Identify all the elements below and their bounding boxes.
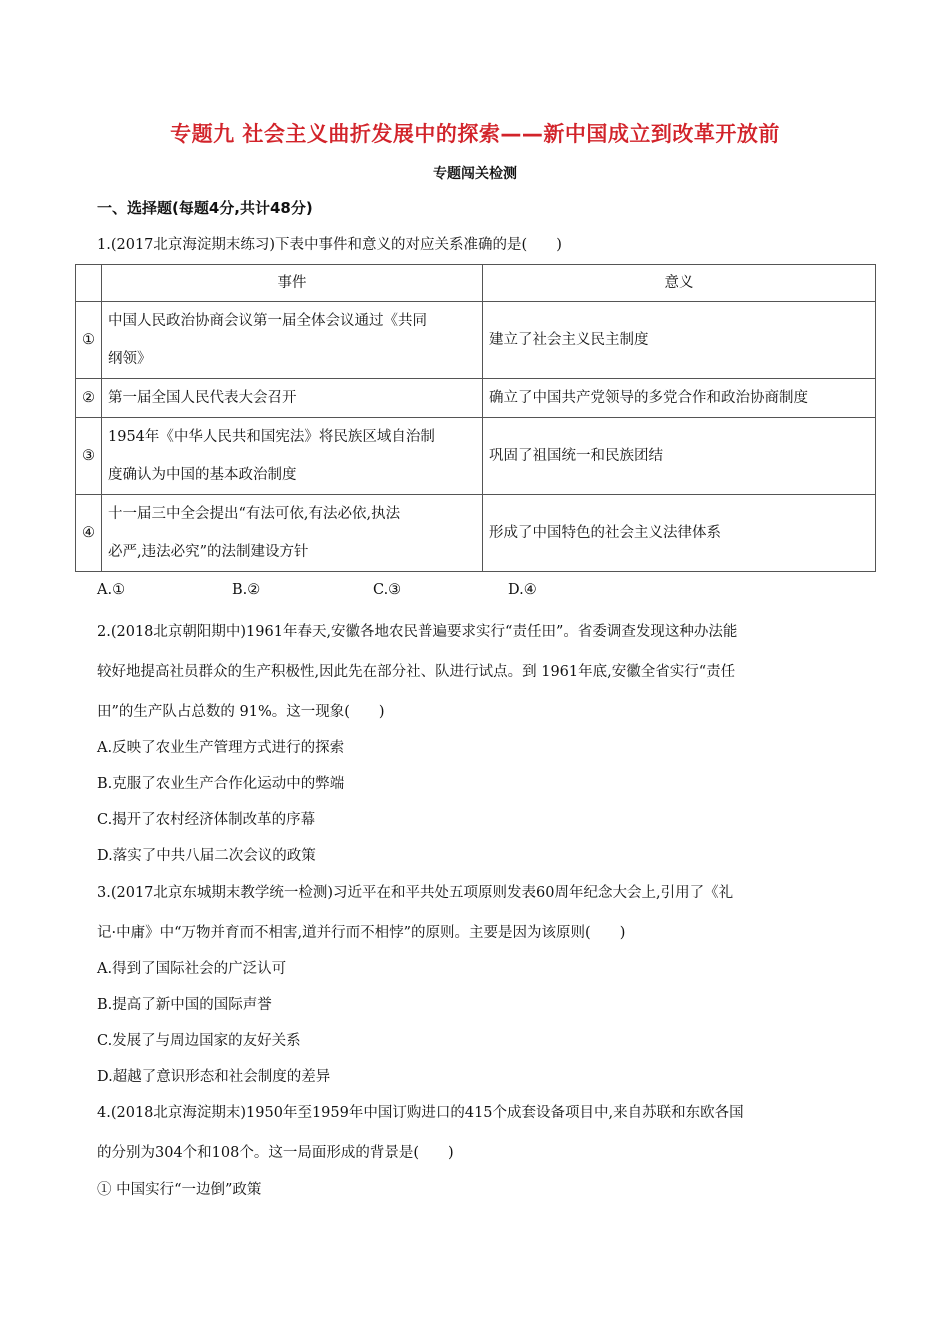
row-event-line: 十一届三中全会提出“有法可依,有法必依,执法 (108, 506, 401, 522)
row-event-line: 中国人民政治协商会议第一届全体会议通过《共同 (108, 313, 427, 329)
row-index: ③ (76, 418, 102, 495)
header-index (76, 265, 102, 302)
q4-stem-line: 的分别为304个和108个。这一局面形成的背景是( ) (97, 1145, 454, 1161)
row-event (102, 302, 483, 379)
q3-stem-line: 3.(2017北京东城期末教学统一检测)习近平在和平共处五项原则发表60周年纪念大会上,引用了《礼 (97, 885, 734, 901)
q2-stem-line: 较好地提高社员群众的生产积极性,因此先在部分社、队进行试点。到 1961年底,安徽全省实行“责任 (97, 664, 736, 680)
row-event-line: 1954年《中华人民共和国宪法》将民族区域自治制 (108, 429, 435, 445)
q1-options (97, 582, 537, 598)
q2-stem-line: 2.(2018北京朝阳期中)1961年春天,安徽各地农民普遍要求实行“责任田”。省委调查发现这种办法能 (97, 624, 738, 640)
page-title: 专题九 社会主义曲折发展中的探索——新中国成立到改革开放前 (170, 122, 780, 146)
row-event-line: 纲领》 (108, 351, 152, 367)
table-row (76, 418, 876, 495)
q1-option-d: D.④ (508, 582, 537, 598)
q4-stem-line: 4.(2018北京海淀期末)1950年至1959年中国订购进口的415个成套设备项目中,来自苏联和东欧各国 (97, 1105, 744, 1121)
q3-stem-line: 记·中庸》中“万物并育而不相害,道并行而不相悖”的原则。主要是因为该原则( ) (97, 925, 626, 941)
table-row (76, 302, 876, 379)
row-event (102, 418, 483, 495)
row-index: ② (76, 379, 102, 418)
row-event-line: 必严,违法必究”的法制建设方针 (108, 544, 309, 560)
q1-table (75, 264, 876, 572)
q3-option-c: C.发展了与周边国家的友好关系 (97, 1033, 301, 1049)
q4-item: ① 中国实行“一边倒”政策 (97, 1182, 262, 1198)
table-header-row (76, 265, 876, 302)
row-index: ④ (76, 495, 102, 572)
row-event-line: 第一届全国人民代表大会召开 (108, 390, 297, 406)
q2-stem-line: 田”的生产队占总数的 91%。这一现象( ) (97, 704, 385, 720)
row-event-line: 度确认为中国的基本政治制度 (108, 467, 297, 483)
row-event (102, 495, 483, 572)
row-meaning: 巩固了祖国统一和民族团结 (483, 418, 876, 495)
table-row (76, 495, 876, 572)
q2-option-d: D.落实了中共八届二次会议的政策 (97, 848, 316, 864)
header-event: 事件 (102, 265, 483, 302)
row-event (102, 379, 483, 418)
q3-option-a: A.得到了国际社会的广泛认可 (97, 961, 287, 977)
q2-option-c: C.揭开了农村经济体制改革的序幕 (97, 812, 316, 828)
table-row (76, 379, 876, 418)
section-heading: 一、选择题(每题4分,共计48分) (97, 199, 313, 217)
q1-option-b: B.② (232, 582, 261, 598)
q1-option-c: C.③ (373, 582, 402, 598)
q2-option-a: A.反映了农业生产管理方式进行的探索 (97, 740, 345, 756)
q3-option-d: D.超越了意识形态和社会制度的差异 (97, 1069, 331, 1085)
row-meaning: 建立了社会主义民主制度 (483, 302, 876, 379)
q1-stem: 1.(2017北京海淀期末练习)下表中事件和意义的对应关系准确的是( ) (97, 237, 562, 253)
row-meaning: 确立了中国共产党领导的多党合作和政治协商制度 (483, 379, 876, 418)
q1-option-a: A.① (97, 582, 126, 598)
q2-option-b: B.克服了农业生产合作化运动中的弊端 (97, 776, 345, 792)
q3-option-b: B.提高了新中国的国际声誉 (97, 997, 272, 1013)
row-meaning: 形成了中国特色的社会主义法律体系 (483, 495, 876, 572)
row-index: ① (76, 302, 102, 379)
header-meaning: 意义 (483, 265, 876, 302)
page-subtitle: 专题闯关检测 (433, 166, 517, 182)
